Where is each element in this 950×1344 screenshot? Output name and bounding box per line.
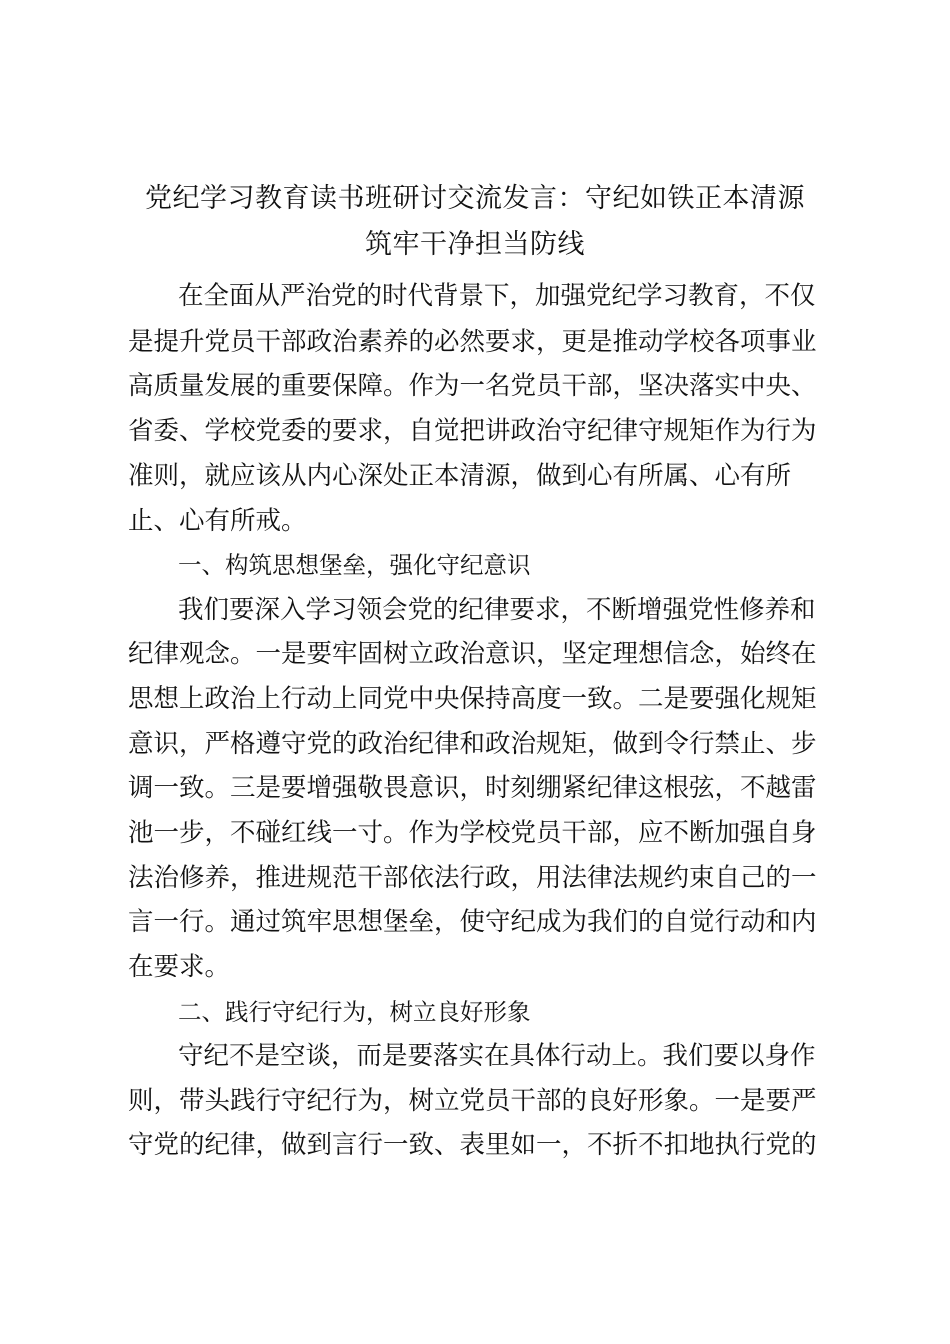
section-heading-1: 一、构筑思想堡垒，强化守纪意识 (178, 551, 531, 579)
paragraph-1-line-6: 止、心有所戒。 (128, 506, 307, 536)
paragraph-1-line-5: 准则，就应该从内心深处正本清源，做到心有所属、心有所 (128, 461, 792, 491)
paragraph-2-line-2: 纪律观念。一是要牢固树立政治意识，坚定理想信念，始终在 (128, 639, 817, 669)
paragraph-2-line-7: 法治修养，推进规范干部依法行政，用法律法规约束自己的一 (128, 863, 817, 893)
paragraph-1-line-3: 高质量发展的重要保障。作为一名党员干部，坚决落实中央、 (128, 371, 817, 401)
paragraph-3-line-3: 守党的纪律，做到言行一致、表里如一，不折不扣地执行党的 (128, 1130, 817, 1160)
paragraph-1-line-1: 在全面从严治党的时代背景下，加强党纪学习教育，不仅 (178, 281, 816, 311)
paragraph-2-line-5: 调一致。三是要增强敬畏意识，时刻绷紧纪律这根弦，不越雷 (128, 773, 817, 803)
paragraph-2-line-1: 我们要深入学习领会党的纪律要求，不断增强党性修养和 (178, 595, 816, 625)
paragraph-2-line-4: 意识，严格遵守党的政治纪律和政治规矩，做到令行禁止、步 (128, 729, 817, 759)
section-heading-2: 二、践行守纪行为，树立良好形象 (178, 998, 531, 1026)
paragraph-3-line-2: 则，带头践行守纪行为，树立党员干部的良好形象。一是要严 (128, 1086, 817, 1116)
paragraph-1-line-2: 是提升党员干部政治素养的必然要求，更是推动学校各项事业 (128, 327, 817, 357)
paragraph-2-line-9: 在要求。 (128, 952, 231, 982)
paragraph-1-line-4: 省委、学校党委的要求，自觉把讲政治守纪律守规矩作为行为 (128, 416, 817, 446)
paragraph-2-line-3: 思想上政治上行动上同党中央保持高度一致。二是要强化规矩 (128, 684, 817, 714)
document-title-line-1: 党纪学习教育读书班研讨交流发言：守纪如铁正本清源 (145, 183, 805, 214)
document-title-line-2: 筑牢干净担当防线 (365, 229, 585, 260)
paragraph-3-line-1: 守纪不是空谈，而是要落实在具体行动上。我们要以身作 (178, 1041, 816, 1071)
paragraph-2-line-6: 池一步，不碰红线一寸。作为学校党员干部，应不断加强自身 (128, 818, 817, 848)
paragraph-2-line-8: 言一行。通过筑牢思想堡垒，使守纪成为我们的自觉行动和内 (128, 907, 817, 937)
